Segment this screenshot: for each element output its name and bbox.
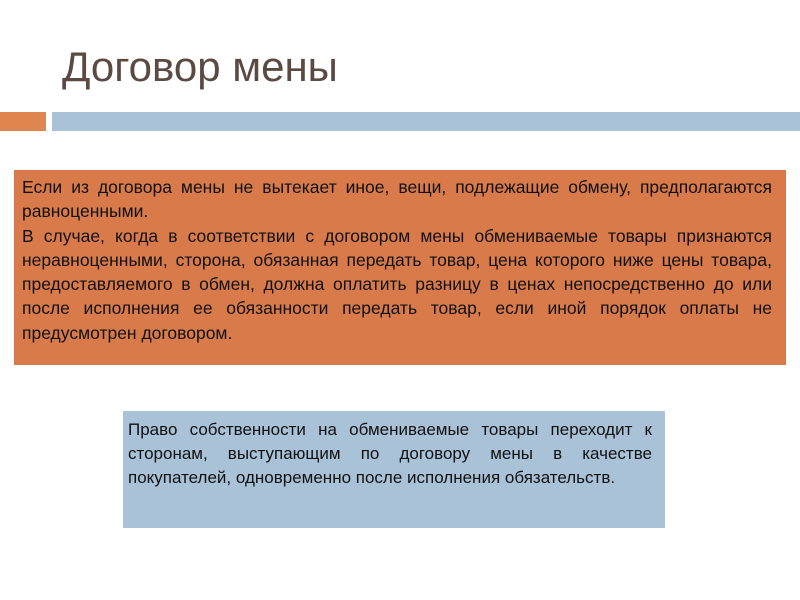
slide-title: Договор мены [62, 43, 338, 90]
main-text-block [22, 175, 772, 345]
main-paragraph-price-difference: В случае, когда в соответствии с договором мены обмениваемые товары признаются неравноценными, сторона, обязанная передать товар, цена которого ниже цены товара, предоставляемого в обмен, должна оплатить разницу в ценах непосредственно до или после исполнения ее обязанности передать товар, если иной порядок оплаты не предусмотрен договором. [22, 225, 772, 343]
main-paragraph-equivalence: Если из договора мены не вытекает иное, вещи, подлежащие обмену, предполагаются равноценными. [22, 177, 772, 222]
accent-bar-orange [0, 112, 46, 131]
ownership-text: Право собственности на обмениваемые товары переходит к сторонам, выступающим по договору мены в качестве покупателей, одновременно после исполнения обязательств. [128, 420, 652, 487]
accent-bar-blue [52, 112, 800, 131]
